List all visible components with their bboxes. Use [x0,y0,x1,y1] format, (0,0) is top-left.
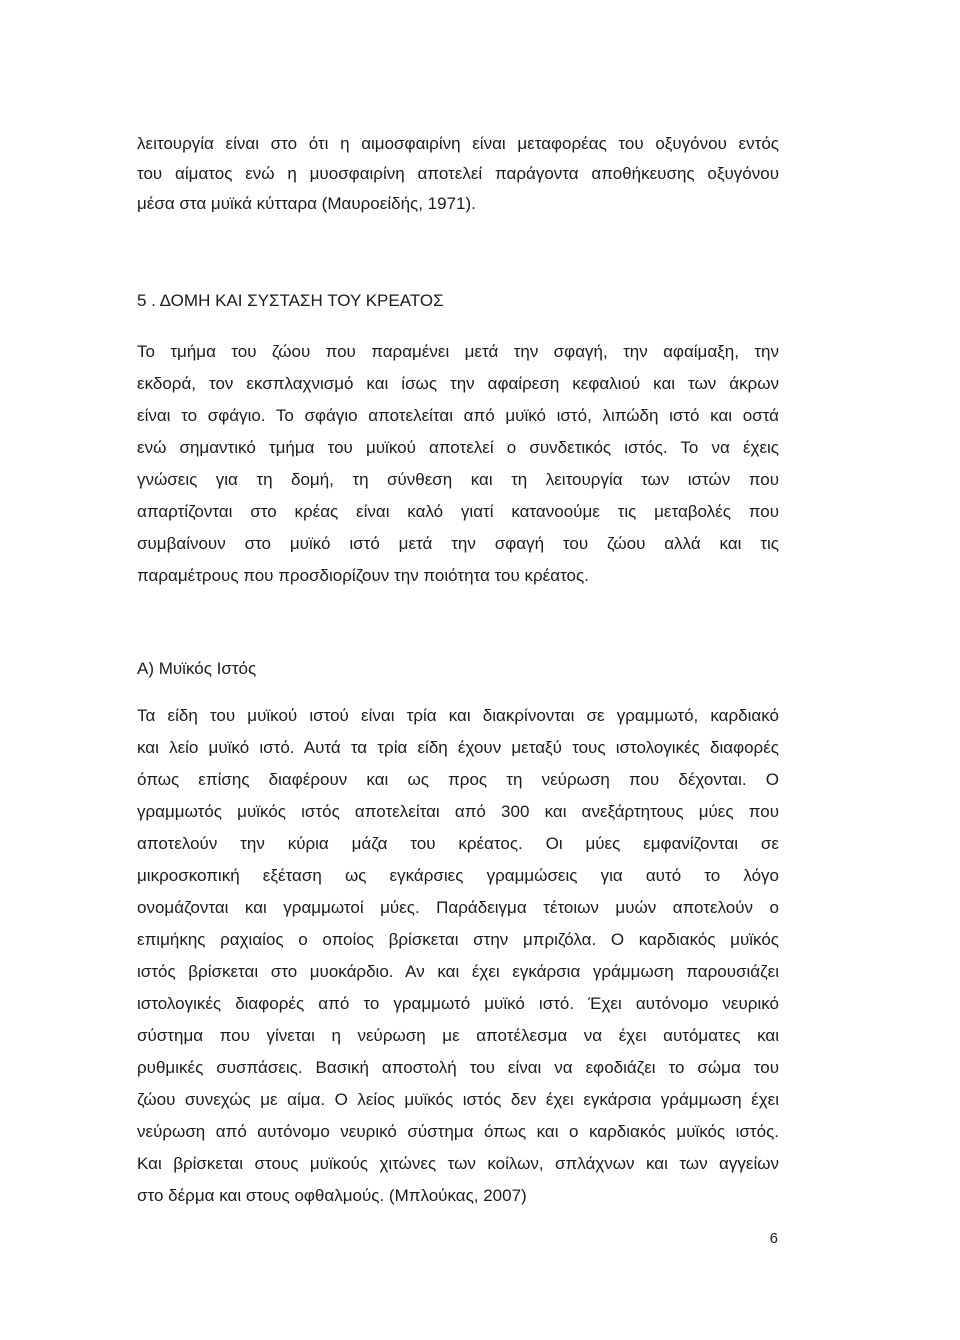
body-text-line: του αίματος ενώ η μυοσφαιρίνη αποτελεί παράγοντα αποθήκευσης οξυγόνου [137,164,779,183]
subsection-heading: Α) Μυϊκός Ιστός [137,659,257,678]
body-text-line: ιστολογικές διαφορές από το γραμμωτό μυϊκό ιστό. Έχει αυτόνομο νευρικό [137,994,779,1013]
body-text-line: νεύρωση από αυτόνομο νευρικό σύστημα όπως και ο καρδιακός μυϊκός ιστός. [137,1122,779,1141]
body-text-line: γνώσεις για τη δομή, τη σύνθεση και τη λειτουργία των ιστών που [137,470,779,489]
body-text-line: σύστημα που γίνεται η νεύρωση με αποτέλεσμα να έχει αυτόματες και [137,1026,779,1045]
body-text-line: στο δέρμα και στους οφθαλμούς. (Μπλούκας, 2007) [137,1186,527,1205]
body-text-line: μέσα στα μυϊκά κύτταρα (Μαυροείδής, 1971). [137,194,476,213]
body-text-line: ζώου συνεχώς με αίμα. Ο λείος μυϊκός ιστός δεν έχει εγκάρσια γράμμωση έχει [137,1090,779,1109]
body-text-line: είναι το σφάγιο. Το σφάγιο αποτελείται από μυϊκό ιστό, λιπώδη ιστό και οστά [137,406,779,425]
body-text-line: Και βρίσκεται στους μυϊκούς χιτώνες των κοίλων, σπλάχνων και των αγγείων [137,1154,779,1173]
body-text-line: εκδορά, τον εκσπλαχνισμό και ίσως την αφαίρεση κεφαλιού και των άκρων [137,374,779,393]
body-text-line: και λείο μυϊκό ιστό. Αυτά τα τρία είδη έχουν μεταξύ τους ιστολογικές διαφορές [137,738,779,757]
body-text-line: ενώ σημαντικό τμήμα του μυϊκού αποτελεί ο συνδετικός ιστός. Το να έχεις [137,438,779,457]
body-text-line: ονομάζονται και γραμμωτοί μύες. Παράδειγμα τέτοιων μυών αποτελούν ο [137,898,779,917]
body-text-line: επιμήκης ραχιαίος ο οποίος βρίσκεται στην μπριζόλα. Ο καρδιακός μυϊκός [137,930,779,949]
body-text-line: Τα είδη του μυϊκού ιστού είναι τρία και διακρίνονται σε γραμμωτό, καρδιακό [137,706,779,725]
section-heading: 5 . ΔΟΜΗ ΚΑΙ ΣΥΣΤΑΣΗ ΤΟΥ ΚΡΕΑΤΟΣ [137,291,444,310]
body-text-line: ιστός βρίσκεται στο μυοκάρδιο. Αν και έχει εγκάρσια γράμμωση παρουσιάζει [137,962,779,981]
body-text-line: παραμέτρους που προσδιορίζουν την ποιότητα του κρέατος. [137,566,589,585]
body-text-line: λειτουργία είναι στο ότι η αιμοσφαιρίνη είναι μεταφορέας του οξυγόνου εντός [137,134,779,153]
body-text-line: συμβαίνουν στο μυϊκό ιστό μετά την σφαγή του ζώου αλλά και τις [137,534,779,553]
body-text-line: αποτελούν την κύρια μάζα του κρέατος. Οι μύες εμφανίζονται σε [137,834,779,853]
page-number: 6 [769,1230,778,1247]
body-text-line: όπως επίσης διαφέρουν και ως προς τη νεύρωση που δέχονται. Ο [137,770,779,789]
body-text-line: ρυθμικές συσπάσεις. Βασική αποστολή του είναι να εφοδιάζει το σώμα του [137,1058,779,1077]
body-text-line: γραμμωτός μυϊκός ιστός αποτελείται από 300 και ανεξάρτητους μύες που [137,802,779,821]
body-text-line: απαρτίζονται στο κρέας είναι καλό γιατί κατανοούμε τις μεταβολές που [137,502,779,521]
body-text-line: Το τμήμα του ζώου που παραμένει μετά την σφαγή, την αφαίμαξη, την [137,342,779,361]
body-text-line: μικροσκοπική εξέταση ως εγκάρσιες γραμμώσεις για αυτό το λόγο [137,866,779,885]
